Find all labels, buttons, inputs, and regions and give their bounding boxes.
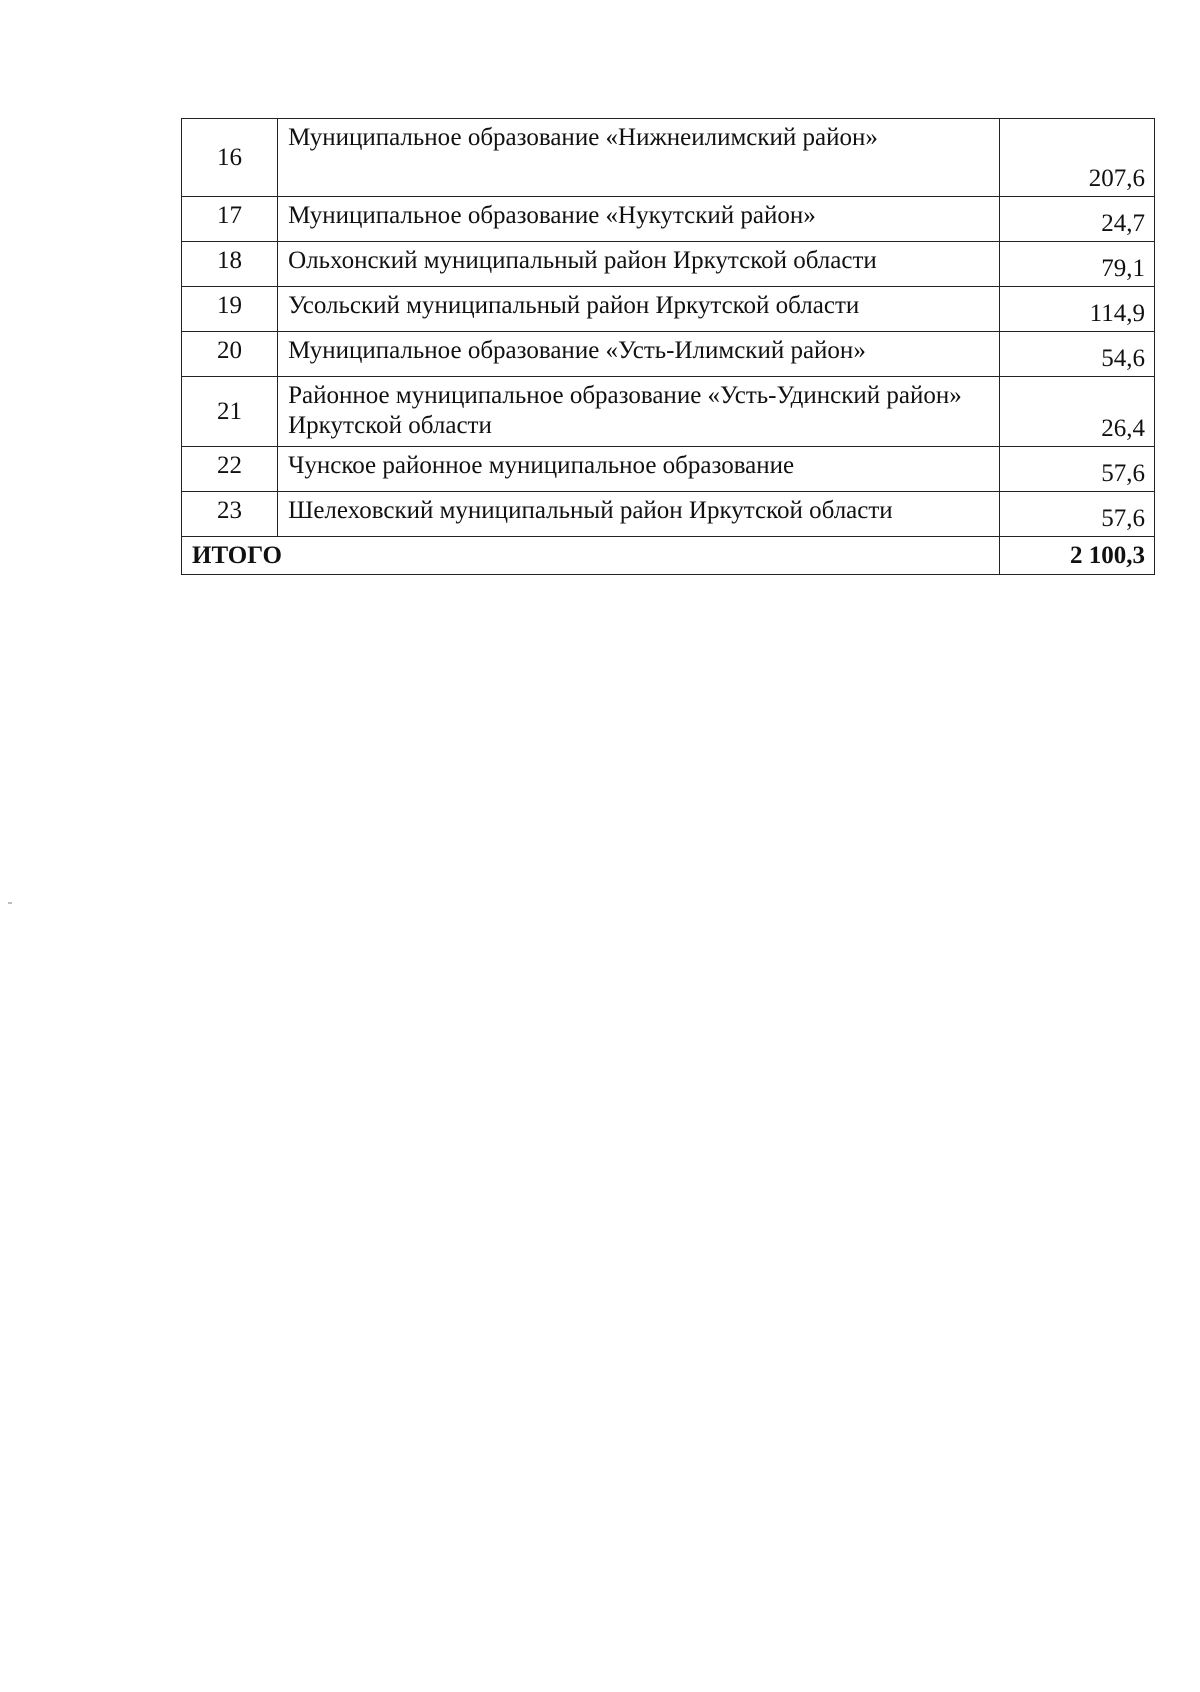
row-number: 18 bbox=[182, 242, 278, 287]
table-row bbox=[182, 242, 1155, 287]
total-value: 2 100,3 bbox=[999, 537, 1154, 575]
table-row bbox=[182, 332, 1155, 377]
table-row bbox=[182, 197, 1155, 242]
municipality-name: Усольский муниципальный район Иркутской области bbox=[278, 287, 1000, 332]
allocation-table bbox=[181, 118, 1155, 575]
total-row bbox=[182, 537, 1155, 575]
amount-value: 57,6 bbox=[999, 492, 1154, 537]
row-number: 19 bbox=[182, 287, 278, 332]
scan-speck bbox=[8, 902, 12, 904]
municipality-name: Чунское районное муниципальное образование bbox=[278, 447, 1000, 492]
municipality-name: Муниципальное образование «Нижнеилимский район» bbox=[278, 119, 1000, 197]
table-row bbox=[182, 377, 1155, 447]
amount-value: 114,9 bbox=[999, 287, 1154, 332]
table-row bbox=[182, 119, 1155, 197]
table-row bbox=[182, 492, 1155, 537]
total-label: ИТОГО bbox=[182, 537, 1000, 575]
row-number: 22 bbox=[182, 447, 278, 492]
municipality-name: Муниципальное образование «Усть-Илимский район» bbox=[278, 332, 1000, 377]
row-number: 16 bbox=[182, 119, 278, 197]
table-row bbox=[182, 447, 1155, 492]
amount-value: 57,6 bbox=[999, 447, 1154, 492]
table-row bbox=[182, 287, 1155, 332]
row-number: 23 bbox=[182, 492, 278, 537]
municipality-name: Районное муниципальное образование «Усть-Удинский район» Иркутской области bbox=[278, 377, 1000, 447]
amount-value: 79,1 bbox=[999, 242, 1154, 287]
municipality-name: Ольхонский муниципальный район Иркутской области bbox=[278, 242, 1000, 287]
municipality-name: Шелеховский муниципальный район Иркутской области bbox=[278, 492, 1000, 537]
municipality-name: Муниципальное образование «Нукутский район» bbox=[278, 197, 1000, 242]
amount-value: 207,6 bbox=[999, 119, 1154, 197]
amount-value: 54,6 bbox=[999, 332, 1154, 377]
row-number: 20 bbox=[182, 332, 278, 377]
amount-value: 24,7 bbox=[999, 197, 1154, 242]
row-number: 17 bbox=[182, 197, 278, 242]
row-number: 21 bbox=[182, 377, 278, 447]
amount-value: 26,4 bbox=[999, 377, 1154, 447]
